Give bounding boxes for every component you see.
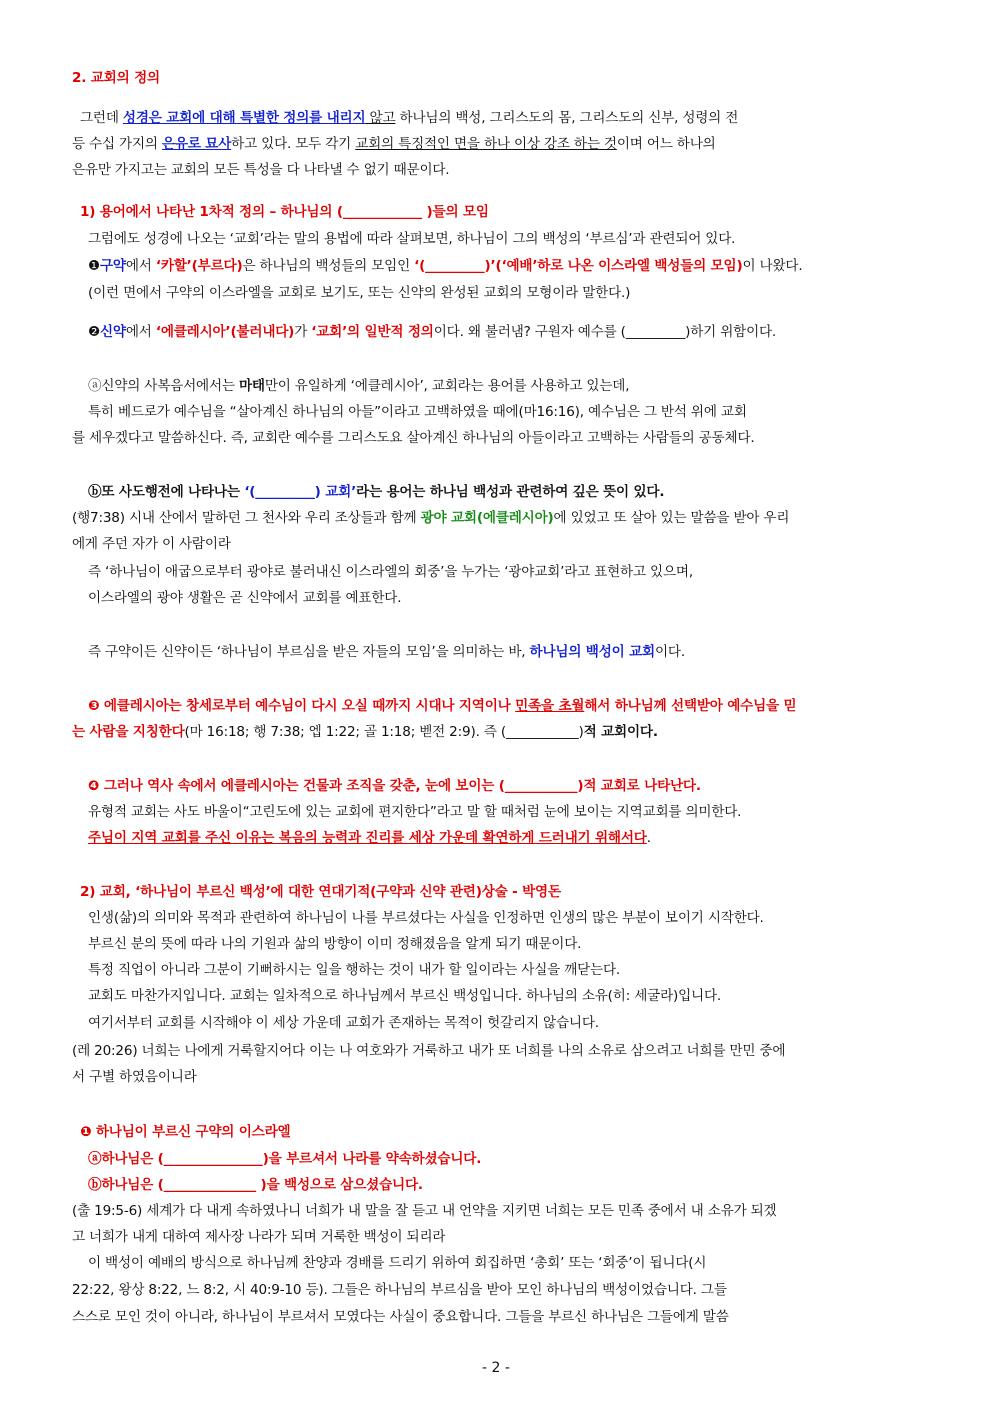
part1-d2: 는 사람을 지칭한다(마 16:18; 행 7:38; 엡 1:22; 골 1:18; 벧전 2:9). 즉 (___________)적 교회이다. <box>72 724 658 740</box>
part1-b2: (행7:38) 시내 산에서 말하던 그 천사와 우리 조상들과 함께 광야 교회(에클레시아)에 있었고 또 살아 있는 말씀을 받아 우리 <box>72 510 790 526</box>
part1-p3: (이런 면에서 구약의 이스라엘을 교회로 보기도, 또는 신약의 완성된 교회의 모형이라 말한다.) <box>88 285 631 301</box>
part2-line-5: 여기서부터 교회를 시작해야 이 세상 가운데 교회가 존재하는 목적이 헛갈리지 않습니다. <box>88 1015 599 1031</box>
part3-line-3: 이 백성이 예배의 방식으로 하나님께 찬양과 경배를 드리기 위하여 회집하면 ‘총회’ 또는 ‘회중’이 됩니다(시 <box>88 1255 707 1271</box>
part1-e2: 유형적 교회는 사도 바울이“고린도에 있는 교회에 편지한다”라고 말 할 때처럼 눈에 보이는 지역교회를 의미한다. <box>88 804 742 820</box>
part1-a1: ⓐ신약의 사복음서에서는 마태만이 유일하게 ‘에클레시아’, 교회라는 용어를 사용하고 있는데, <box>88 378 630 394</box>
leviticus-line-2: 서 구별 하였음이니라 <box>72 1069 197 1085</box>
section-title: 2. 교회의 정의 <box>72 70 160 86</box>
part1-e3: 주님이 지역 교회를 주신 이유는 복음의 능력과 진리를 세상 가운데 확연하게 드러내기 위해서다. <box>88 830 651 846</box>
part1-a2: 특히 베드로가 예수님을 “살아계신 하나님의 아들”이라고 고백하였을 때에(마16:16), 예수님은 그 반석 위에 교회 <box>88 404 747 420</box>
part1-b5: 이스라엘의 광야 생활은 곧 신약에서 교회를 예표한다. <box>88 590 402 606</box>
page-number: - 2 - <box>482 1360 510 1376</box>
part1-p4: ❷신약에서 ‘에클레시아’(불러내다)가 ‘교회’의 일반적 정의이다. 왜 불러냄? 구원자 예수를 (_________)하기 위함이다. <box>88 324 777 340</box>
part3-heading: ❶ 하나님이 부르신 구약의 이스라엘 <box>80 1124 291 1140</box>
part3-b: ⓑ하나님은 (______________ )을 백성으로 삼으셨습니다. <box>88 1177 423 1193</box>
part1-c1: 즉 구약이든 신약이든 ‘하나님이 부르심을 받은 자들의 모임’을 의미하는 바, 하나님의 백성이 교회이다. <box>88 644 685 660</box>
exodus-line-2: 고 너희가 내게 대하여 제사장 나라가 되며 거룩한 백성이 되리라 <box>72 1229 446 1245</box>
part1-b4: 즉 ‘하나님이 애굽으로부터 광야로 불러내신 이스라엘의 회중’을 누가는 ‘광야교회’라고 표현하고 있으며, <box>88 564 693 580</box>
part1-b3: 에게 주던 자가 이 사람이라 <box>72 536 231 552</box>
part1-p2: ❶구약에서 ‘카할’(부르다)은 하나님의 백성들의 모임인 ‘(_________)’(‘예배’하로 나온 이스라엘 백성들의 모임)이 나왔다. <box>88 258 803 274</box>
part3-line-5: 스스로 모인 것이 아니라, 하나님이 부르셔서 모였다는 사실이 중요합니다. 그들을 부르신 하나님은 그들에게 말씀 <box>72 1309 729 1325</box>
part2-line-3: 특정 직업이 아니라 그분이 기뻐하시는 일을 행하는 것이 내가 할 일이라는 사실을 깨닫는다. <box>88 962 621 978</box>
part3-a: ⓐ하나님은 (_______________)을 부르셔서 나라를 약속하셨습니다. <box>88 1151 482 1167</box>
intro-line-1: 그런데 성경은 교회에 대해 특별한 정의를 내리지 않고 하나님의 백성, 그리스도의 몸, 그리스도의 신부, 성령의 전 <box>80 110 739 126</box>
intro-line-2: 등 수십 가지의 은유로 묘사하고 있다. 모두 각기 교회의 특징적인 면을 하나 이상 강조 하는 것이며 어느 하나의 <box>72 136 716 152</box>
part1-d1: ❸ 에클레시아는 창세로부터 예수님이 다시 오실 때까지 시대나 지역이나 민족을 초월해서 하나님께 선택받아 예수님을 믿 <box>88 698 797 714</box>
intro-line-3: 은유만 가지고는 교회의 모든 특성을 다 나타낼 수 없기 때문이다. <box>72 162 450 178</box>
part1-a3: 를 세우겠다고 말씀하신다. 즉, 교회란 예수를 그리스도요 살아계신 하나님의 아들이라고 고백하는 사람들의 공동체다. <box>72 430 755 446</box>
leviticus-line-1: (레 20:26) 너희는 나에게 거룩할지어다 이는 나 여호와가 거룩하고 내가 또 너희를 나의 소유로 삼으려고 너희를 만민 중에 <box>72 1043 786 1059</box>
part2-line-2: 부르신 분의 뜻에 따라 나의 기원과 삶의 방향이 이미 정해졌음을 알게 되기 때문이다. <box>88 936 582 952</box>
exodus-line-1: (출 19:5-6) 세계가 다 내게 속하였나니 너희가 내 말을 잘 듣고 내 언약을 지키면 너희는 모든 민족 중에서 내 소유가 되겠 <box>72 1203 777 1219</box>
part1-p1: 그럼에도 성경에 나오는 ‘교회’라는 말의 용법에 따라 살펴보면, 하나님이 그의 백성의 ‘부르심’과 관련되어 있다. <box>88 231 736 247</box>
part1-heading: 1) 용어에서 나타난 1차적 정의 – 하나님의 (____________ )들의 모임 <box>80 204 489 220</box>
part2-line-1: 인생(삶)의 의미와 목적과 관련하여 하나님이 나를 부르셨다는 사실을 인정하면 인생의 많은 부분이 보이기 시작한다. <box>88 910 764 926</box>
part3-line-4: 22:22, 왕상 8:22, 느 8:2, 시 40:9-10 등). 그들은 하나님의 부르심을 받아 모인 하나님의 백성이었습니다. 그들 <box>72 1282 727 1298</box>
part1-b1: ⓑ또 사도행전에 나타나는 ‘(_________) 교회’라는 용어는 하나님 백성과 관련하여 깊은 뜻이 있다. <box>88 484 665 500</box>
part2-line-4: 교회도 마찬가지입니다. 교회는 일차적으로 하나님께서 부르신 백성입니다. 하나님의 소유(히: 세굴라)입니다. <box>88 988 722 1004</box>
part1-e1: ❹ 그러나 역사 속에서 에클레시아는 건물과 조직을 갖춘, 눈에 보이는 (___________)적 교회로 나타난다. <box>88 778 701 794</box>
part2-heading: 2) 교회, ‘하나님이 부르신 백성’에 대한 연대기적(구약과 신약 관련)상술 - 박영돈 <box>80 884 561 900</box>
